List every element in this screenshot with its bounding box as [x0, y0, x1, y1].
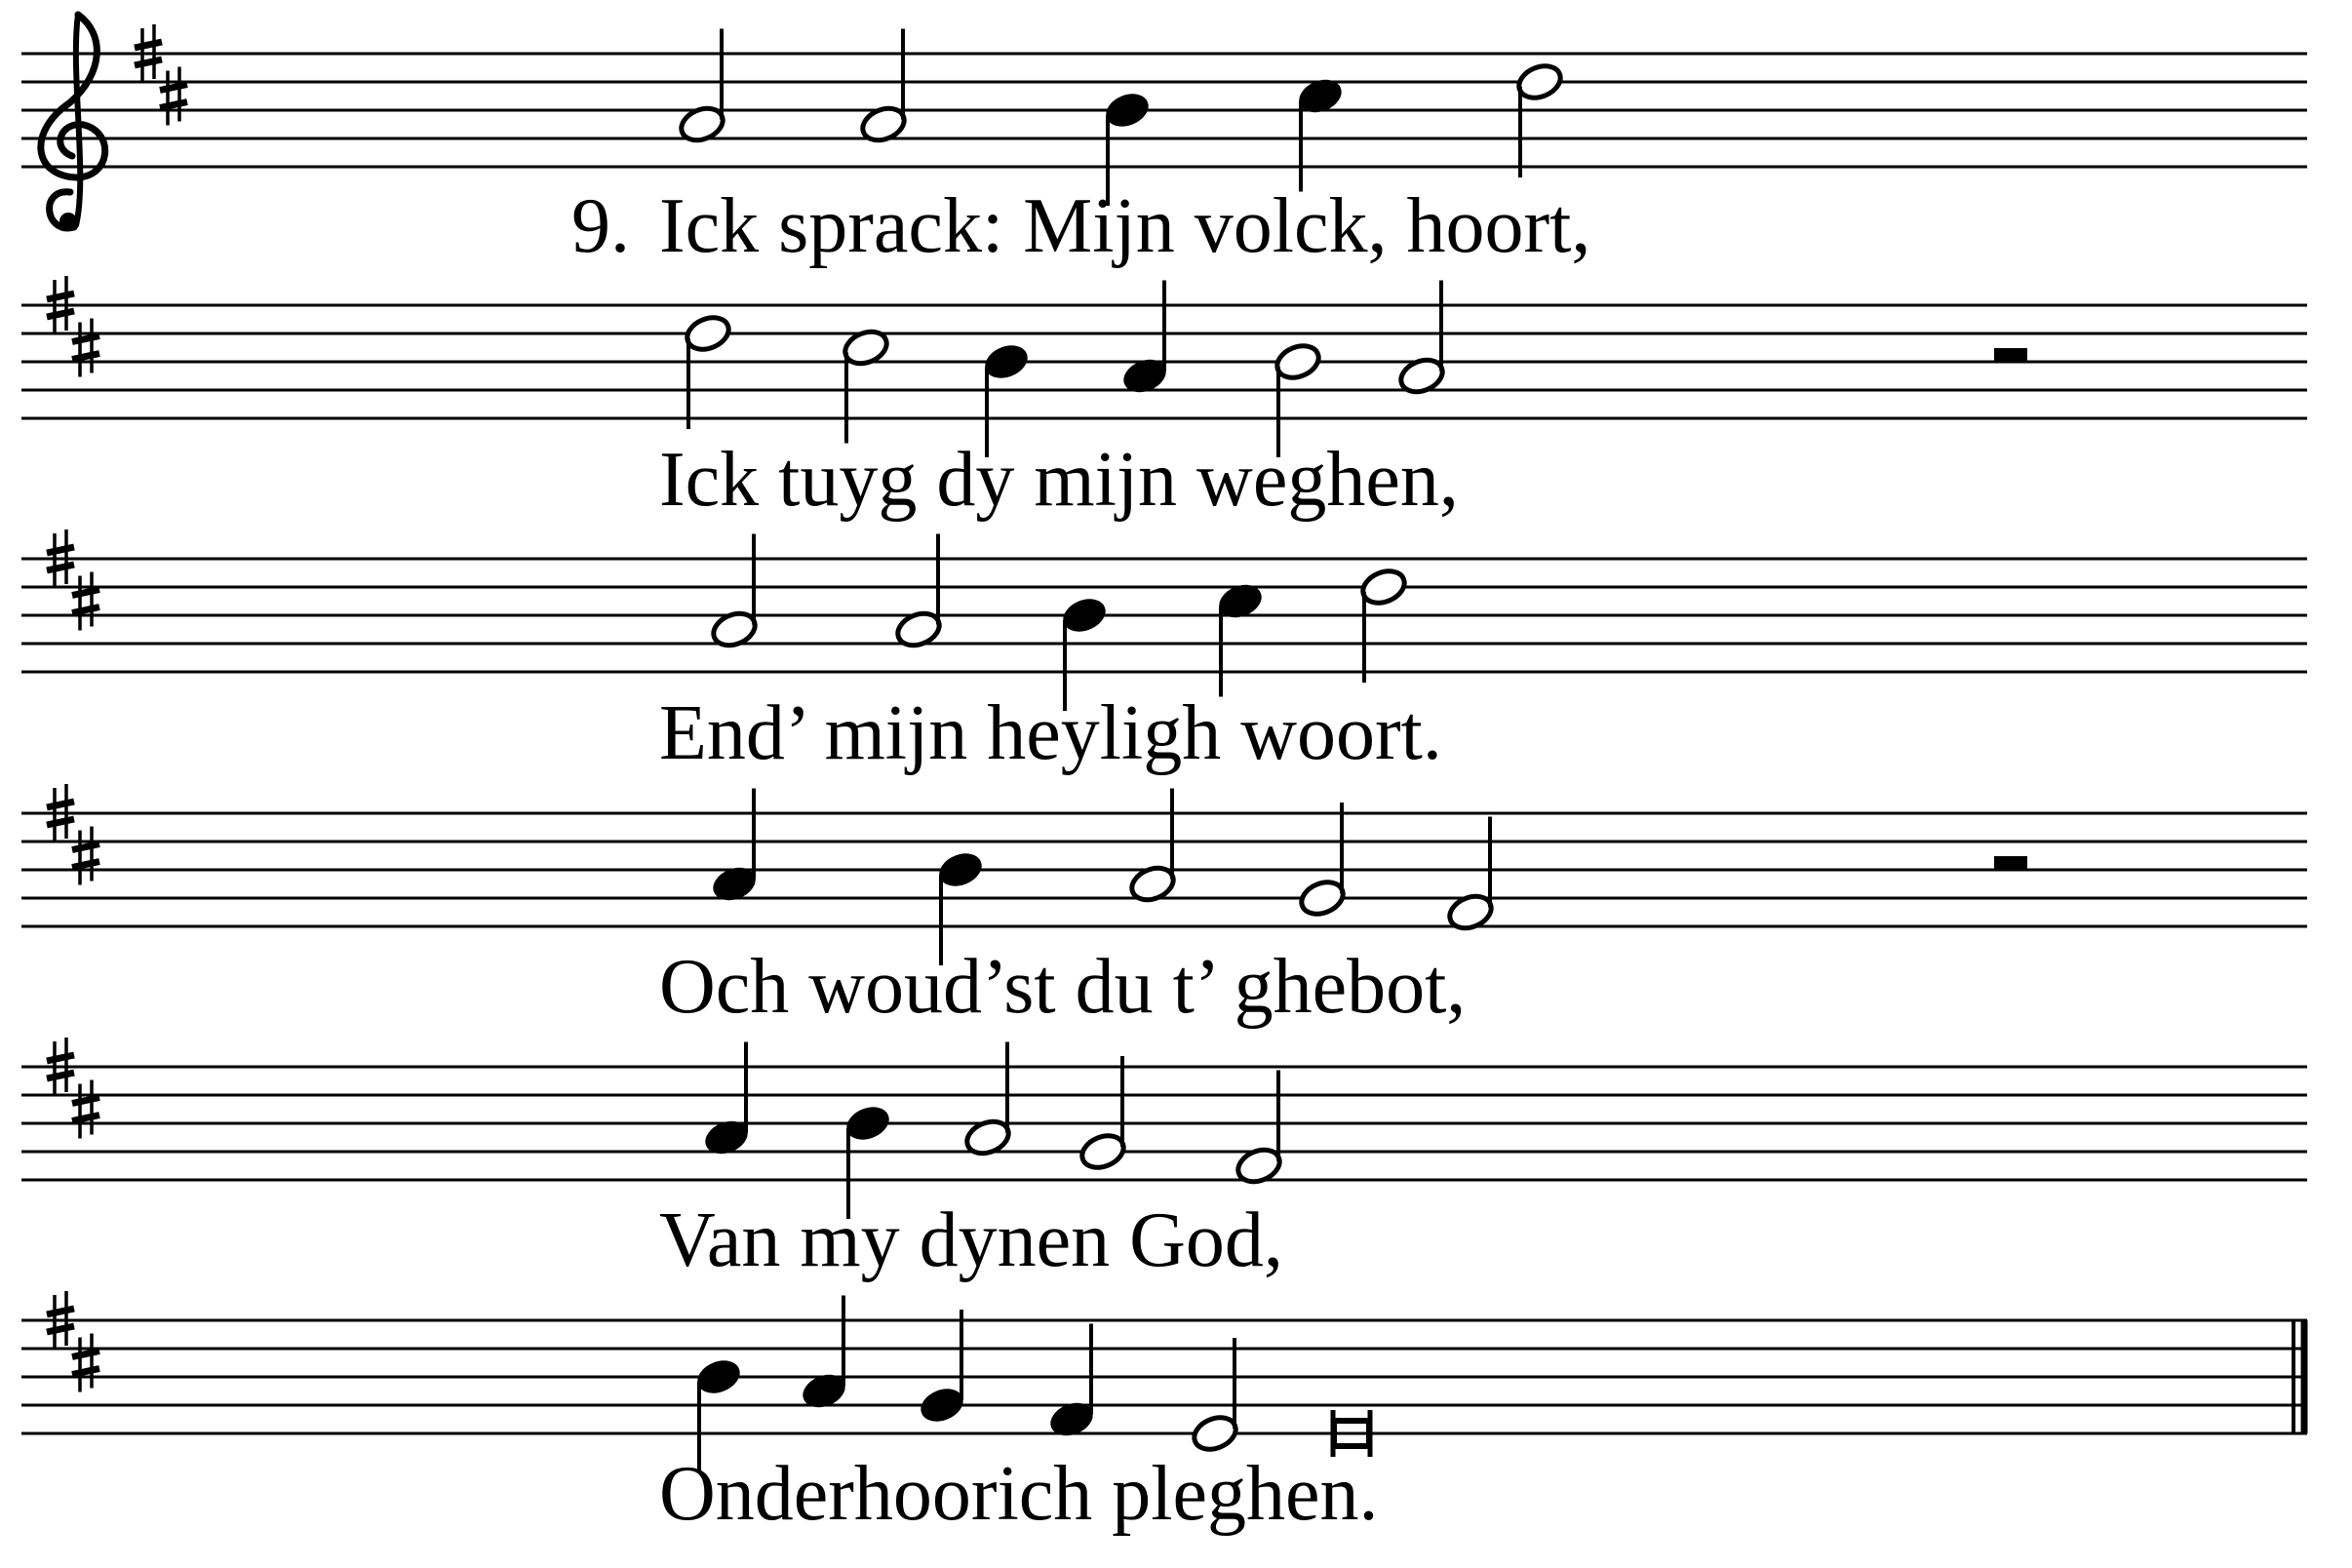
- note: [841, 326, 891, 443]
- half-rest: [1994, 348, 2027, 362]
- staff-system: [21, 529, 2307, 776]
- lyric-line: Van my dynen God,: [659, 1197, 1283, 1283]
- sharp-bar: [47, 294, 74, 299]
- note: [1190, 1338, 1240, 1455]
- note: [858, 29, 909, 146]
- note: [1215, 579, 1266, 696]
- note: [1514, 60, 1565, 177]
- note: [962, 1042, 1013, 1159]
- note: [1078, 1056, 1128, 1173]
- note: [917, 1310, 967, 1427]
- lyric-line: End’ mijn heyligh woort.: [659, 690, 1442, 776]
- key-signature-sharp-c: [72, 1334, 99, 1392]
- sharp-bar: [135, 59, 162, 65]
- sharp-bar: [47, 311, 74, 317]
- note: [1046, 1324, 1097, 1441]
- note: [1127, 789, 1178, 906]
- sharp-bar: [135, 42, 162, 48]
- note: [701, 1042, 752, 1159]
- key-signature-sharp-c: [72, 1080, 99, 1139]
- note: [1297, 803, 1348, 920]
- key-signature-sharp-c: [72, 827, 99, 885]
- lyric-line: Onderhoorich pleghen.: [659, 1451, 1379, 1537]
- sharp-bar: [160, 102, 187, 108]
- note: [709, 789, 760, 906]
- note: [1295, 74, 1346, 191]
- treble-clef-stem: [76, 15, 80, 225]
- sharp-bar: [72, 862, 99, 868]
- treble-clef-dot: [59, 213, 77, 230]
- sharp-bar: [72, 844, 99, 850]
- lyric-line: Ick tuyg dy mijn weghen,: [659, 437, 1459, 523]
- key-signature-sharp-c: [72, 572, 99, 631]
- sharp-bar: [72, 1369, 99, 1375]
- staff-system: [21, 1291, 2307, 1537]
- sharp-bar: [47, 547, 74, 553]
- treble-clef-curve: [41, 15, 105, 228]
- note: [1119, 281, 1170, 398]
- staff-system: [21, 1038, 2307, 1283]
- lyric-line: Och woud’st du t’ ghebot,: [659, 944, 1467, 1030]
- verse-number: 9.: [571, 183, 630, 269]
- sharp-bar: [47, 1073, 74, 1078]
- note: [677, 29, 727, 146]
- half-rest: [1994, 856, 2027, 870]
- note: [683, 312, 733, 429]
- staff-system: [21, 784, 2307, 1030]
- note: [1234, 1071, 1284, 1188]
- sharp-bar: [47, 565, 74, 570]
- sharp-bar: [47, 1326, 74, 1332]
- key-signature-sharp-c: [72, 319, 99, 377]
- sharp-bar: [72, 1116, 99, 1121]
- note: [1396, 281, 1447, 398]
- sharp-bar: [72, 608, 99, 613]
- sharp-bar: [47, 802, 74, 807]
- sharp-bar: [47, 819, 74, 825]
- sharp-bar: [72, 1352, 99, 1357]
- note: [893, 534, 944, 651]
- staff-system: [21, 15, 2307, 269]
- staff-system: [21, 276, 2307, 523]
- note: [799, 1296, 849, 1413]
- sharp-bar: [47, 1309, 74, 1314]
- note: [709, 534, 760, 651]
- lyric-line: Ick sprack: Mijn volck, hoort,: [659, 183, 1591, 269]
- sharp-bar: [160, 85, 187, 91]
- sharp-bar: [72, 354, 99, 360]
- sharp-bar: [72, 336, 99, 342]
- note: [1445, 817, 1496, 934]
- sharp-bar: [47, 1055, 74, 1061]
- sharp-bar: [72, 1098, 99, 1104]
- note: [1358, 566, 1409, 683]
- key-signature-sharp-c: [160, 67, 187, 126]
- sharp-bar: [72, 590, 99, 596]
